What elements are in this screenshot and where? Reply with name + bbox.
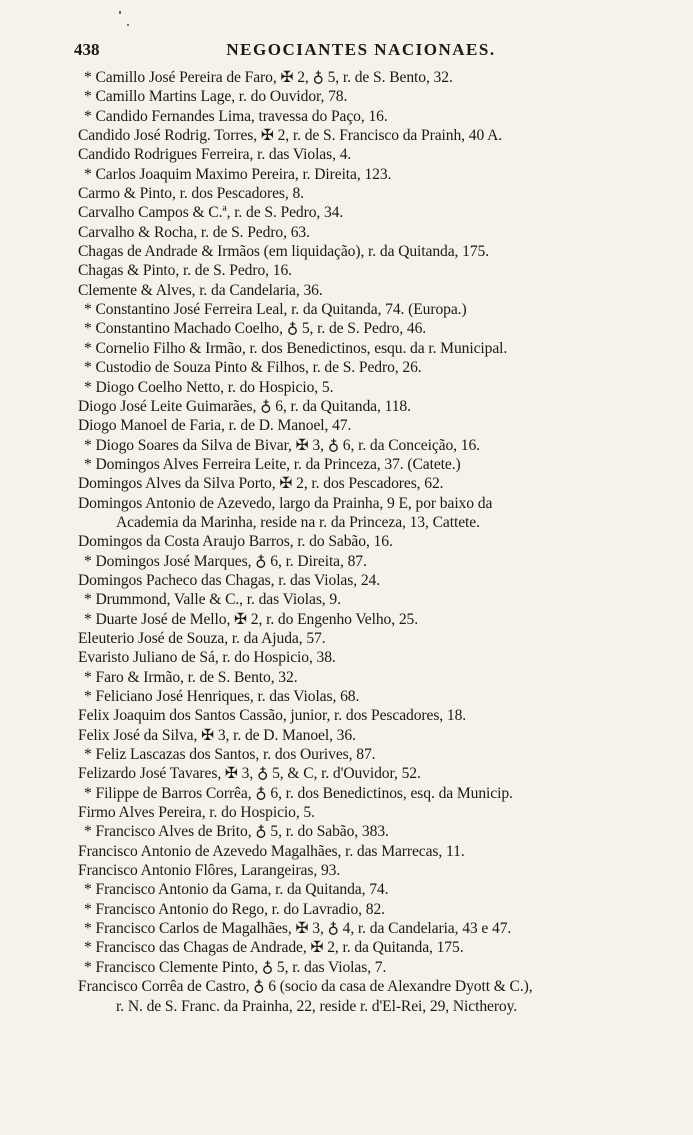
- directory-entry: [78, 590, 658, 609]
- entry-text: Domingos Alves da Silva Porto, ✠ 2, r. dos Pescadores, 62.: [78, 475, 444, 493]
- directory-entry: [78, 861, 658, 880]
- entry-text: Clemente & Alves, r. da Candelaria, 36.: [78, 281, 323, 299]
- entry-text: Domingos Pacheco das Chagas, r. das Violas, 24.: [78, 571, 381, 589]
- directory-entry: [78, 358, 658, 377]
- directory-entry: [78, 107, 658, 126]
- entry-text: * Francisco Antonio da Gama, r. da Quitanda, 74.: [84, 881, 389, 899]
- entry-text: * Custodio de Souza Pinto & Filhos, r. de S. Pedro, 26.: [84, 359, 422, 377]
- entry-text: Firmo Alves Pereira, r. do Hospicio, 5.: [78, 804, 315, 822]
- entry-text: Carmo & Pinto, r. dos Pescadores, 8.: [78, 185, 304, 203]
- directory-entry: [78, 319, 658, 338]
- directory-entry: [78, 977, 658, 1016]
- entry-text: * Drummond, Valle & C., r. das Violas, 9.: [84, 591, 341, 609]
- directory-entry: [78, 300, 658, 319]
- directory-entry: [78, 242, 658, 261]
- entry-list: [78, 68, 658, 1016]
- directory-entry: [78, 842, 658, 861]
- entry-text: Carvalho Campos & C.ª, r. de S. Pedro, 34.: [78, 204, 344, 222]
- entry-text: Chagas de Andrade & Irmãos (em liquidação), r. da Quitanda, 175.: [78, 243, 490, 261]
- directory-entry: [78, 900, 658, 919]
- entry-text: Evaristo Juliano de Sá, r. do Hospicio, 38.: [78, 649, 336, 667]
- entry-text: * Francisco Clemente Pinto, ♁ 5, r. das Violas, 7.: [84, 958, 387, 976]
- directory-entry: [78, 261, 658, 280]
- entry-text: * Francisco Carlos de Magalhães, ✠ 3, ♁ 4, r. da Candelaria, 43 e 47.: [84, 920, 512, 938]
- ink-speck: [127, 24, 129, 26]
- directory-entry: [78, 784, 658, 803]
- directory-entry: [78, 145, 658, 164]
- directory-entry: [78, 668, 658, 687]
- entry-text: * Francisco das Chagas de Andrade, ✠ 2, r. da Quitanda, 175.: [84, 939, 464, 957]
- entry-text: Candido José Rodrig. Torres, ✠ 2, r. de S. Francisco da Prainh, 40 A.: [78, 127, 503, 145]
- directory-entry: [78, 629, 658, 648]
- entry-text: * Camillo José Pereira de Faro, ✠ 2, ♁ 5, r. de S. Bento, 32.: [84, 69, 453, 86]
- directory-entry: [78, 571, 658, 590]
- directory-entry: [78, 648, 658, 667]
- directory-entry: [78, 494, 658, 533]
- entry-text: * Francisco Alves de Brito, ♁ 5, r. do Sabão, 383.: [84, 823, 389, 841]
- entry-continuation: r. N. de S. Franc. da Prainha, 22, reside r. d'El-Rei, 29, Nictheroy.: [116, 997, 518, 1015]
- directory-entry: [78, 281, 658, 300]
- entry-text: * Diogo Soares da Silva de Bivar, ✠ 3, ♁ 6, r. da Conceição, 16.: [84, 436, 480, 454]
- entry-text: * Filippe de Barros Corrêa, ♁ 6, r. dos Benedictinos, esq. da Municip.: [84, 784, 513, 802]
- entry-text: * Carlos Joaquim Maximo Pereira, r. Direita, 123.: [84, 165, 392, 183]
- directory-entry: [78, 397, 658, 416]
- directory-entry: [78, 938, 658, 957]
- entry-text: Domingos Antonio de Azevedo, largo da Prainha, 9 E, por baixo da: [78, 494, 493, 512]
- directory-entry: [78, 474, 658, 493]
- entry-text: Diogo Manoel de Faria, r. de D. Manoel, 47.: [78, 417, 352, 435]
- entry-text: Domingos da Costa Araujo Barros, r. do Sabão, 16.: [78, 533, 393, 551]
- entry-text: Felix José da Silva, ✠ 3, r. de D. Manoel, 36.: [78, 726, 356, 744]
- directory-entry: [78, 126, 658, 145]
- directory-entry: [78, 339, 658, 358]
- entry-text: * Feliz Lascazas dos Santos, r. dos Ourives, 87.: [84, 746, 376, 764]
- entry-text: Francisco Corrêa de Castro, ♁ 6 (socio da casa de Alexandre Dyott & C.),: [78, 978, 533, 996]
- entry-text: Carvalho & Rocha, r. de S. Pedro, 63.: [78, 223, 310, 241]
- running-title: NEGOCIANTES NACIONAES.: [226, 40, 496, 59]
- directory-entry: [78, 165, 658, 184]
- entry-text: Diogo José Leite Guimarães, ♁ 6, r. da Quitanda, 118.: [78, 397, 411, 415]
- entry-text: * Francisco Antonio do Rego, r. do Lavradio, 82.: [84, 900, 385, 918]
- entry-text: * Constantino Machado Coelho, ♁ 5, r. de S. Pedro, 46.: [84, 320, 427, 338]
- directory-entry: [78, 803, 658, 822]
- page-header: [74, 40, 634, 66]
- directory-entry: [78, 203, 658, 222]
- page-number: 438: [74, 40, 100, 59]
- entry-text: Francisco Antonio Flôres, Larangeiras, 93.: [78, 862, 341, 880]
- entry-text: * Constantino José Ferreira Leal, r. da Quitanda, 74. (Europa.): [84, 301, 467, 319]
- directory-entry: [78, 745, 658, 764]
- entry-text: * Candido Fernandes Lima, travessa do Paço, 16.: [84, 107, 388, 125]
- directory-entry: [78, 436, 658, 455]
- entry-continuation: Academia da Marinha, reside na r. da Princeza, 13, Cattete.: [116, 513, 480, 531]
- entry-text: * Domingos José Marques, ♁ 6, r. Direita, 87.: [84, 552, 367, 570]
- directory-entry: [78, 764, 658, 783]
- directory-entry: [78, 552, 658, 571]
- directory-entry: [78, 958, 658, 977]
- directory-entry: [78, 87, 658, 106]
- entry-text: * Domingos Alves Ferreira Leite, r. da Princeza, 37. (Catete.): [84, 455, 461, 473]
- directory-entry: [78, 610, 658, 629]
- entry-text: Eleuterio José de Souza, r. da Ajuda, 57.: [78, 629, 326, 647]
- directory-entry: [78, 184, 658, 203]
- directory-entry: [78, 378, 658, 397]
- entry-text: * Duarte José de Mello, ✠ 2, r. do Engenho Velho, 25.: [84, 610, 419, 628]
- directory-entry: [78, 687, 658, 706]
- entry-text: Candido Rodrigues Ferreira, r. das Violas, 4.: [78, 146, 352, 164]
- entry-text: Francisco Antonio de Azevedo Magalhães, r. das Marrecas, 11.: [78, 842, 465, 860]
- entry-text: * Feliciano José Henriques, r. das Violas, 68.: [84, 688, 360, 705]
- directory-entry: [78, 880, 658, 899]
- directory-entry: [78, 822, 658, 841]
- entry-text: * Faro & Irmão, r. de S. Bento, 32.: [84, 668, 298, 686]
- directory-entry: [78, 919, 658, 938]
- entry-text: * Cornelio Filho & Irmão, r. dos Benedictinos, esqu. da r. Municipal.: [84, 339, 508, 357]
- directory-entry: [78, 223, 658, 242]
- entry-text: Felizardo José Tavares, ✠ 3, ♁ 5, & C, r. d'Ouvidor, 52.: [78, 765, 421, 783]
- directory-entry: [78, 532, 658, 551]
- directory-entry: [78, 455, 658, 474]
- entry-text: * Diogo Coelho Netto, r. do Hospicio, 5.: [84, 378, 334, 396]
- directory-entry: [78, 706, 658, 725]
- ink-speck: [119, 11, 121, 14]
- entry-text: Felix Joaquim dos Santos Cassão, junior, r. dos Pescadores, 18.: [78, 707, 467, 725]
- directory-entry: [78, 726, 658, 745]
- directory-entry: [78, 416, 658, 435]
- entry-text: * Camillo Martins Lage, r. do Ouvidor, 78.: [84, 88, 348, 106]
- directory-entry: [78, 68, 658, 87]
- entry-text: Chagas & Pinto, r. de S. Pedro, 16.: [78, 262, 292, 280]
